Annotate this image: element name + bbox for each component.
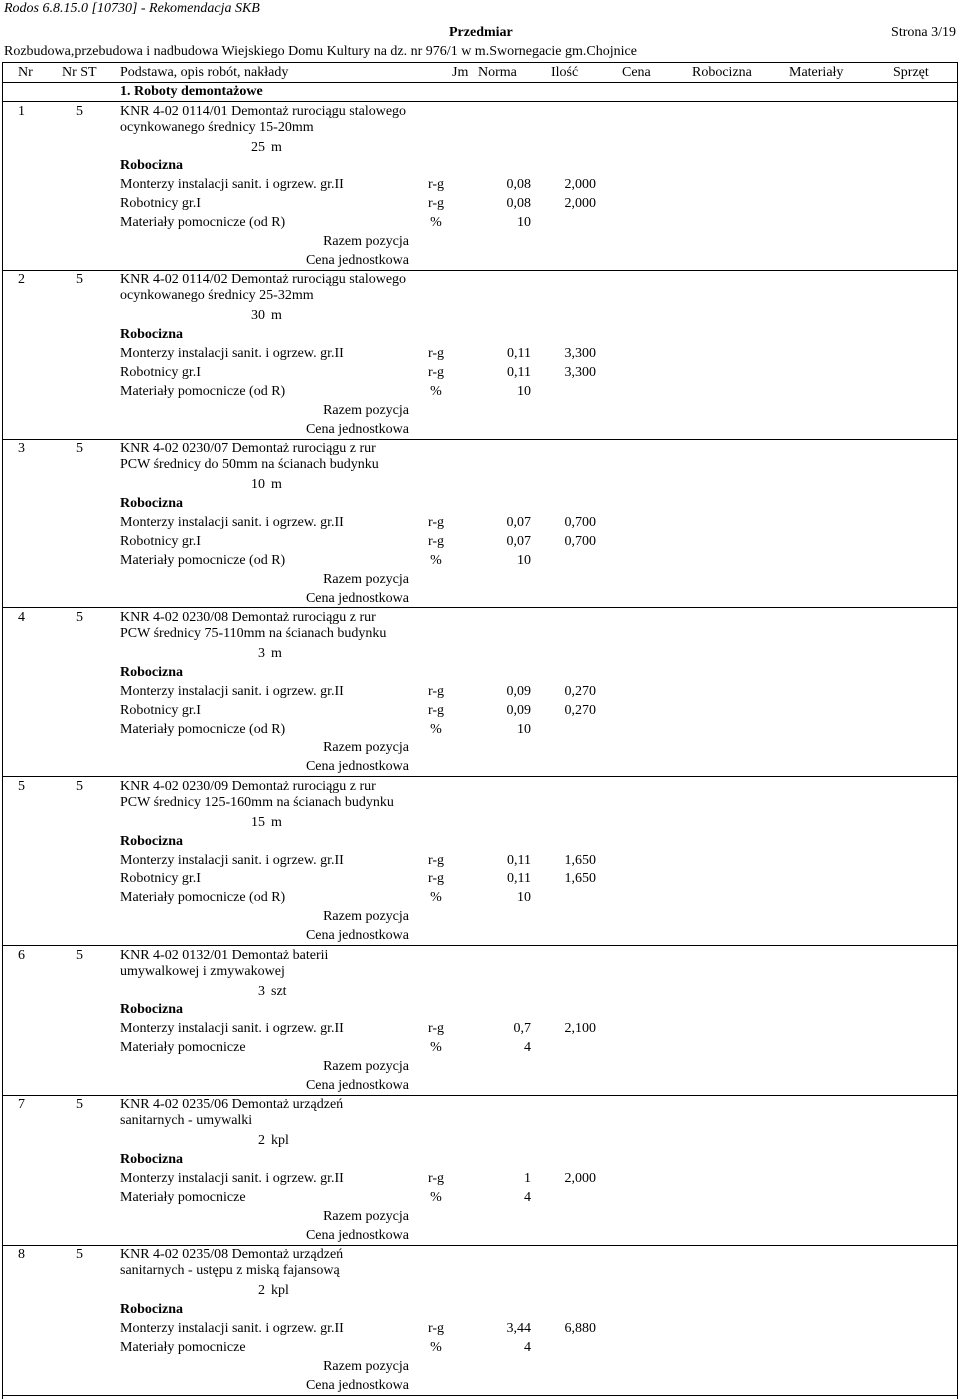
- item-st: 5: [76, 441, 83, 457]
- resource-unit: %: [430, 1040, 442, 1056]
- item-description: KNR 4-02 0230/07 Demontaż rurociągu z rur: [120, 441, 376, 457]
- column-header: Nr: [18, 65, 33, 80]
- table-rule: [2, 101, 958, 102]
- column-header: Ilość: [551, 65, 579, 80]
- resource-unit: %: [430, 1190, 442, 1206]
- item-description: KNR 4-02 0114/01 Demontaż rurociągu stalowego: [120, 103, 407, 119]
- resource-norm: 10: [517, 721, 531, 737]
- resource-norm: 3,44: [506, 1321, 531, 1337]
- column-header: Cena: [622, 65, 651, 80]
- column-header: Podstawa, opis robót, nakłady: [120, 65, 289, 80]
- table-rule: [957, 62, 958, 1399]
- item-quantity: 2: [258, 1133, 265, 1149]
- item-number: 2: [18, 272, 25, 288]
- item-quantity: 3: [258, 983, 265, 999]
- item-st: 5: [76, 1247, 83, 1263]
- resource-quantity: 6,880: [564, 1321, 596, 1337]
- resource-unit: r-g: [427, 196, 445, 212]
- resource-name: Materiały pomocnicze (od R): [120, 383, 286, 399]
- item-description: KNR 4-02 0230/08 Demontaż rurociągu z rur: [120, 609, 376, 625]
- item-st: 5: [76, 609, 83, 625]
- item-description: PCW średnicy 75-110mm na ścianach budynku: [120, 625, 387, 641]
- resource-name: Robotnicy gr.I: [120, 533, 201, 549]
- resource-norm: 0,7: [513, 1021, 531, 1037]
- resource-name: Monterzy instalacji sanit. i ogrzew. gr.II: [120, 514, 344, 530]
- item-unit: m: [271, 814, 282, 830]
- item-number: 7: [18, 1097, 25, 1113]
- resource-quantity: 3,300: [564, 365, 596, 380]
- item-number: 5: [18, 778, 25, 794]
- resource-quantity: 0,270: [564, 702, 596, 718]
- total-label: Razem pozycja: [323, 571, 409, 587]
- total-label: Razem pozycja: [323, 234, 409, 249]
- resource-name: Monterzy instalacji sanit. i ogrzew. gr.II: [120, 1321, 344, 1337]
- resource-unit: %: [430, 215, 442, 231]
- resource-name: Robotnicy gr.I: [120, 871, 201, 887]
- resource-norm: 4: [524, 1340, 531, 1355]
- resource-quantity: 1,650: [564, 871, 596, 887]
- resource-name: Robotnicy gr.I: [120, 196, 201, 212]
- section-title: 1. Roboty demontażowe: [120, 84, 263, 99]
- page-number: Strona 3/19: [891, 25, 956, 40]
- resource-unit: %: [430, 552, 442, 568]
- item-description: KNR 4-02 0132/01 Demontaż baterii: [120, 947, 329, 963]
- resource-norm: 0,08: [506, 177, 531, 193]
- resource-name: Monterzy instalacji sanit. i ogrzew. gr.II: [120, 1021, 344, 1037]
- item-st: 5: [76, 1097, 83, 1113]
- unit-price-label: Cena jednostkowa: [305, 590, 409, 606]
- resource-unit: %: [430, 383, 442, 399]
- table-rule: [2, 1395, 958, 1396]
- document-title: Przedmiar: [449, 25, 513, 40]
- item-unit: m: [271, 308, 282, 324]
- total-label: Razem pozycja: [323, 402, 409, 418]
- unit-price-label: Cena jednostkowa: [305, 1078, 409, 1093]
- item-unit: kpl: [271, 1133, 289, 1149]
- resource-unit: r-g: [427, 533, 445, 549]
- resource-unit: r-g: [427, 702, 445, 718]
- resource-quantity: 3,300: [564, 346, 596, 362]
- resource-quantity: 1,650: [564, 852, 596, 868]
- resource-name: Materiały pomocnicze (od R): [120, 552, 286, 568]
- resource-unit: r-g: [427, 514, 445, 530]
- resource-unit: r-g: [427, 1171, 445, 1187]
- robocizna-label: Robocizna: [120, 664, 183, 680]
- resource-quantity: 0,700: [564, 533, 596, 549]
- resource-name: Materiały pomocnicze: [120, 1190, 246, 1206]
- item-description: ocynkowanego średnicy 25-32mm: [120, 288, 314, 304]
- resource-norm: 0,11: [507, 852, 531, 868]
- item-quantity: 25: [251, 139, 265, 155]
- resource-name: Materiały pomocnicze (od R): [120, 890, 286, 906]
- robocizna-label: Robocizna: [120, 496, 183, 511]
- item-description: KNR 4-02 0235/06 Demontaż urządzeń: [120, 1097, 344, 1113]
- table-rule: [2, 776, 958, 777]
- column-header: Sprzęt: [893, 65, 929, 80]
- resource-unit: r-g: [427, 177, 445, 193]
- resource-norm: 0,09: [506, 702, 531, 718]
- item-st: 5: [76, 103, 83, 119]
- item-st: 5: [76, 947, 83, 963]
- table-rule: [2, 607, 958, 608]
- total-label: Razem pozycja: [323, 1209, 409, 1224]
- item-unit: m: [271, 139, 282, 155]
- unit-price-label: Cena jednostkowa: [305, 759, 409, 775]
- table-rule: [2, 1245, 958, 1246]
- item-description: umywalkowej i zmywakowej: [120, 963, 285, 979]
- item-number: 1: [18, 103, 25, 119]
- resource-norm: 10: [517, 890, 531, 906]
- resource-name: Materiały pomocnicze (od R): [120, 721, 286, 737]
- item-description: sanitarnych - ustępu z miską fajansową: [120, 1263, 340, 1279]
- table-rule: [2, 945, 958, 946]
- item-number: 3: [18, 441, 25, 457]
- resource-quantity: 2,000: [564, 177, 596, 193]
- resource-name: Materiały pomocnicze (od R): [120, 215, 286, 231]
- resource-unit: r-g: [427, 365, 445, 380]
- table-rule: [2, 439, 958, 440]
- resource-name: Monterzy instalacji sanit. i ogrzew. gr.II: [120, 683, 344, 699]
- unit-price-label: Cena jednostkowa: [305, 1377, 409, 1393]
- column-header: Norma: [478, 65, 517, 80]
- unit-price-label: Cena jednostkowa: [305, 928, 409, 944]
- item-quantity: 30: [251, 308, 265, 324]
- resource-unit: r-g: [427, 852, 445, 868]
- table-rule: [2, 82, 958, 83]
- unit-price-label: Cena jednostkowa: [305, 1227, 409, 1243]
- resource-unit: %: [430, 1340, 442, 1355]
- item-quantity: 15: [251, 814, 265, 830]
- resource-quantity: 2,000: [564, 196, 596, 212]
- item-description: KNR 4-02 0230/09 Demontaż rurociągu z rur: [120, 778, 376, 794]
- app-title: Rodos 6.8.15.0 [10730] - Rekomendacja SKB: [4, 1, 260, 16]
- item-number: 6: [18, 947, 25, 963]
- resource-norm: 0,11: [507, 871, 531, 887]
- item-description: KNR 4-02 0235/08 Demontaż urządzeń: [120, 1247, 344, 1263]
- item-quantity: 2: [258, 1283, 265, 1299]
- resource-unit: r-g: [427, 1021, 445, 1037]
- robocizna-label: Robocizna: [120, 1302, 183, 1318]
- item-description: PCW średnicy do 50mm na ścianach budynku: [120, 457, 379, 473]
- robocizna-label: Robocizna: [120, 1002, 183, 1018]
- resource-name: Monterzy instalacji sanit. i ogrzew. gr.II: [120, 346, 344, 362]
- item-description: PCW średnicy 125-160mm na ścianach budynku: [120, 794, 394, 810]
- item-quantity: 10: [251, 477, 265, 493]
- resource-norm: 1: [524, 1171, 531, 1187]
- resource-quantity: 0,270: [564, 683, 596, 699]
- resource-name: Monterzy instalacji sanit. i ogrzew. gr.II: [120, 177, 344, 193]
- resource-name: Monterzy instalacji sanit. i ogrzew. gr.II: [120, 852, 344, 868]
- table-rule: [2, 62, 3, 1399]
- resource-quantity: 0,700: [564, 514, 596, 530]
- item-description: ocynkowanego średnicy 15-20mm: [120, 119, 314, 135]
- table-rule: [2, 1095, 958, 1096]
- resource-quantity: 2,100: [564, 1021, 596, 1037]
- item-description: KNR 4-02 0114/02 Demontaż rurociągu stalowego: [120, 272, 407, 288]
- total-label: Razem pozycja: [323, 740, 409, 756]
- item-number: 4: [18, 609, 25, 625]
- column-header: Jm: [452, 65, 469, 80]
- total-label: Razem pozycja: [323, 1059, 409, 1075]
- resource-name: Materiały pomocnicze: [120, 1340, 246, 1355]
- resource-unit: %: [430, 721, 442, 737]
- robocizna-label: Robocizna: [120, 1152, 183, 1168]
- item-description: sanitarnych - umywalki: [120, 1113, 253, 1129]
- resource-norm: 0,11: [507, 365, 531, 380]
- resource-norm: 0,07: [506, 533, 531, 549]
- robocizna-label: Robocizna: [120, 833, 183, 849]
- unit-price-label: Cena jednostkowa: [305, 421, 409, 437]
- resource-unit: r-g: [427, 683, 445, 699]
- resource-unit: r-g: [427, 346, 445, 362]
- robocizna-label: Robocizna: [120, 158, 183, 174]
- robocizna-label: Robocizna: [120, 327, 183, 343]
- total-label: Razem pozycja: [323, 1358, 409, 1374]
- item-unit: m: [271, 477, 282, 493]
- item-number: 8: [18, 1247, 25, 1263]
- resource-norm: 4: [524, 1190, 531, 1206]
- resource-norm: 10: [517, 552, 531, 568]
- total-label: Razem pozycja: [323, 909, 409, 925]
- resource-norm: 0,09: [506, 683, 531, 699]
- resource-unit: r-g: [427, 871, 445, 887]
- column-header: Materiały: [789, 65, 844, 80]
- unit-price-label: Cena jednostkowa: [305, 252, 409, 268]
- resource-norm: 10: [517, 215, 531, 231]
- column-header: Robocizna: [692, 65, 752, 80]
- column-header: Nr ST: [62, 65, 97, 80]
- resource-norm: 0,11: [507, 346, 531, 362]
- resource-name: Monterzy instalacji sanit. i ogrzew. gr.II: [120, 1171, 344, 1187]
- resource-name: Robotnicy gr.I: [120, 702, 201, 718]
- project-title: Rozbudowa,przebudowa i nadbudowa Wiejskiego Domu Kultury na dz. nr 976/1 w m.Swornegacie gm.Chojnice: [4, 44, 637, 59]
- table-rule: [2, 62, 958, 63]
- resource-quantity: 2,000: [564, 1171, 596, 1187]
- resource-norm: 4: [524, 1040, 531, 1056]
- resource-norm: 0,07: [506, 514, 531, 530]
- item-unit: m: [271, 645, 282, 661]
- item-unit: kpl: [271, 1283, 289, 1299]
- resource-name: Materiały pomocnicze: [120, 1040, 246, 1056]
- table-rule: [2, 270, 958, 271]
- item-quantity: 3: [258, 645, 265, 661]
- resource-name: Robotnicy gr.I: [120, 365, 201, 380]
- item-st: 5: [76, 778, 83, 794]
- resource-unit: %: [430, 890, 442, 906]
- resource-norm: 0,08: [506, 196, 531, 212]
- resource-unit: r-g: [427, 1321, 445, 1337]
- item-unit: szt: [271, 983, 287, 999]
- item-st: 5: [76, 272, 83, 288]
- resource-norm: 10: [517, 383, 531, 399]
